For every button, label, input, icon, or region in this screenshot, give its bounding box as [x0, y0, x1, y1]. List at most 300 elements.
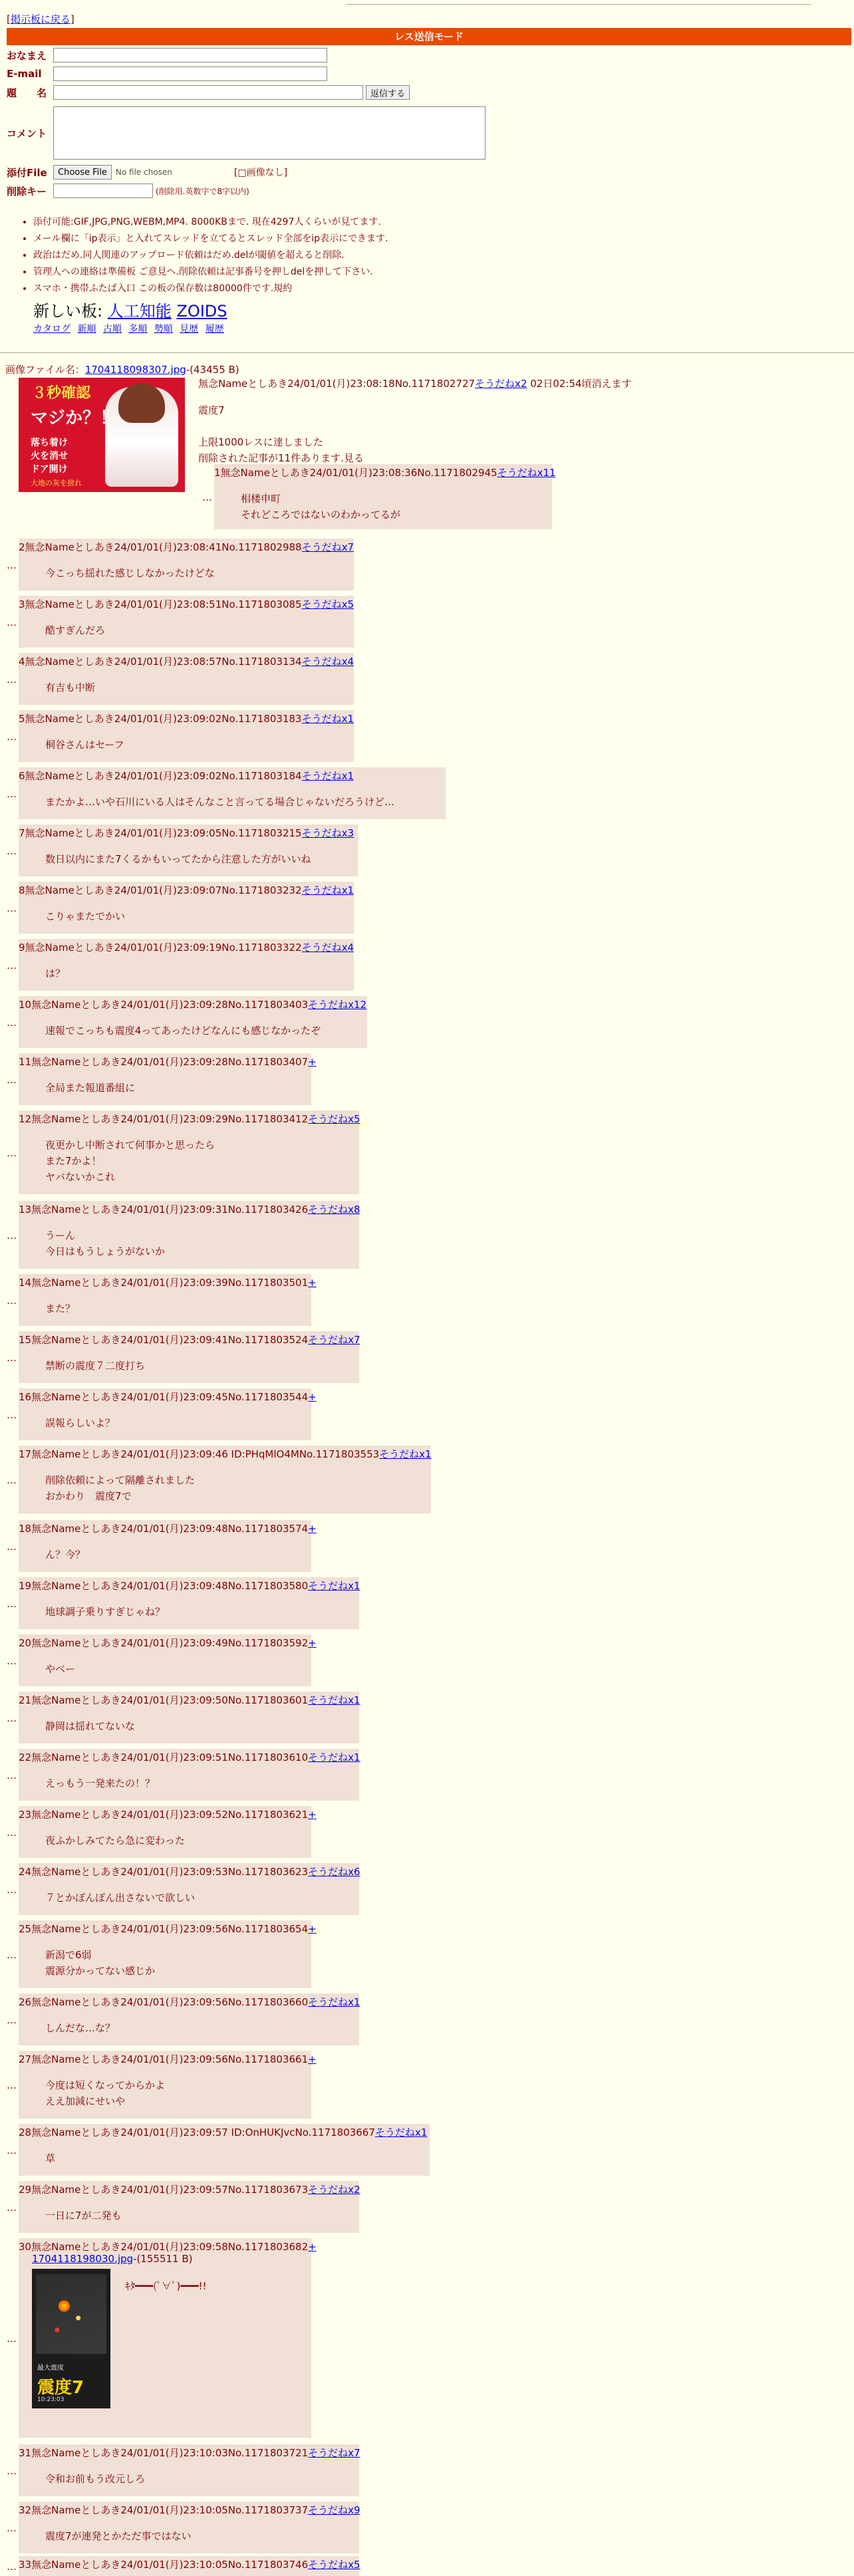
reply-number: 14 [19, 1277, 32, 1289]
reply-indent-dots: … [7, 960, 17, 971]
reply-body [45, 2150, 55, 2166]
thumb-text: 震度7 [37, 2378, 84, 2398]
reply-indent-dots: … [7, 902, 17, 914]
sodane-link[interactable]: + [308, 1277, 317, 1289]
new-board-line [33, 298, 227, 321]
reply-meta: 無念Nameとしあき24/01/01(月)23:10:03No.1171803721 [31, 2447, 309, 2459]
reply-meta: 無念Nameとしあき24/01/01(月)23:09:19No.1171803322 [25, 942, 302, 954]
reply-meta: 無念Nameとしあき24/01/01(月)23:09:48No.1171803580 [31, 1580, 309, 1592]
reply-indent-dots: … [7, 1352, 17, 1364]
reply-body [45, 2077, 165, 2109]
op-image-link[interactable]: 1704118098307.jpg [84, 364, 186, 376]
reply-body [45, 1227, 165, 1259]
reply-number: 31 [19, 2447, 32, 2459]
sodane-link[interactable]: そうだねx1 [374, 2126, 428, 2138]
reply-number: 10 [19, 999, 32, 1011]
submit-reply-button[interactable]: 返信する [366, 85, 410, 100]
reply-number: 22 [19, 1751, 32, 1763]
reply-number: 15 [19, 1334, 32, 1346]
reply-header [19, 1865, 360, 1878]
thread-divider [0, 352, 854, 353]
sodane-link[interactable]: そうだねx1 [308, 1751, 360, 1763]
reply-number: 7 [19, 827, 25, 839]
reply-indent-dots: … [7, 1655, 17, 1667]
reply-body-line: 新潟で6弱 [45, 1949, 92, 1961]
reply-meta: 無念Nameとしあき24/01/01(月)23:09:53No.1171803623 [31, 1866, 309, 1878]
reply-meta: 無念Nameとしあき24/01/01(月)23:09:58No.1171803682 [31, 2241, 309, 2253]
sodane-link[interactable]: そうだねx7 [301, 541, 354, 553]
reply-number: 20 [19, 1637, 32, 1649]
sort-momentum-link[interactable]: 勢順 [154, 324, 173, 334]
reply-meta: 無念Nameとしあき24/01/01(月)23:09:28No.1171803403 [31, 999, 309, 1011]
no-image-checkbox[interactable]: [□画像なし] [233, 168, 288, 178]
reply-body [45, 680, 95, 696]
reply-header [19, 1750, 360, 1764]
sodane-link[interactable]: + [308, 1637, 317, 1649]
reply-number: 30 [19, 2241, 32, 2253]
reply-body [125, 2278, 207, 2294]
thumb-line: ドア開け [31, 464, 68, 475]
reply-indent-dots: … [7, 1769, 17, 1781]
image-size: -(155511 B) [133, 2253, 193, 2265]
reply-body-line: 有吉も中断 [45, 682, 96, 694]
reply-header [19, 1922, 317, 1936]
reply-body-line: 令和お前もう改元しろ [45, 2473, 146, 2485]
reply-body-line: 今日はもうしょうがないか [45, 1245, 166, 1257]
reply-meta: 無念Nameとしあき24/01/01(月)23:09:57 ID:OnHUKJvcNo.1171803667 [31, 2126, 375, 2138]
reply-body [241, 491, 400, 523]
reply-header [19, 1995, 360, 2009]
thumb-text: 大地の灰を捨れ [31, 479, 82, 487]
reply-cell [19, 2181, 359, 2233]
reply-header [19, 1636, 317, 1650]
sodane-link[interactable]: + [308, 1809, 317, 1821]
catalog-link[interactable]: カタログ [33, 324, 71, 334]
rule-item: • 管理人への連絡は準備板 ご意見へ.削除依頼は記事番号を押しdelを押して下さい. [33, 264, 388, 281]
reply-header [19, 826, 354, 840]
sodane-link[interactable]: そうだねx1 [301, 884, 354, 896]
reply-meta: 無念Nameとしあき24/01/01(月)23:10:05No.1171803746 [31, 2559, 309, 2571]
sodane-link[interactable]: そうだねx1 [301, 713, 354, 725]
subject-input[interactable] [53, 85, 363, 100]
sodane-link[interactable]: そうだねx7 [308, 2447, 360, 2459]
reply-indent-dots: … [7, 1074, 17, 1086]
reply-header [19, 1521, 317, 1535]
new-board-ai-link[interactable]: 人工知能 [107, 302, 172, 321]
reply-cell [19, 1863, 359, 1915]
thumb-text: ３秒確認 [32, 385, 91, 402]
reply-body-line: またかよ…いや石川にいる人はそんなこと言ってる場合じゃないだろうけど… [45, 796, 395, 808]
reply-number: 24 [19, 1866, 32, 1878]
reply-header [19, 2503, 360, 2517]
reply-meta: 無念Nameとしあき24/01/01(月)23:09:48No.1171803574 [31, 1523, 309, 1535]
sodane-link[interactable]: + [308, 1923, 317, 1935]
thumb-text [31, 436, 68, 476]
reply-indent-dots: … [202, 491, 212, 503]
reply-image-thumbnail[interactable] [32, 2269, 110, 2408]
reply-cell [19, 1110, 359, 1194]
reply-number: 16 [19, 1391, 32, 1403]
reply-indent-dots: … [7, 2522, 17, 2534]
reply-number: 9 [19, 942, 25, 954]
delete-key-label: 削除キー [7, 185, 47, 197]
reply-meta: 無念Nameとしあき24/01/01(月)23:09:46 ID:PHqMlO4MNo.1171803553 [31, 1448, 380, 1460]
view-history-link[interactable]: 見歴 [180, 324, 199, 334]
delete-key-note: (削除用.英数字で8字以内) [156, 186, 249, 196]
op-image-thumbnail[interactable] [19, 378, 185, 492]
reply-body [45, 2020, 115, 2036]
rule-item: • スマホ・携帯ふたば入口 この板の保存数は80000件です.規約 [33, 281, 388, 297]
rules-list [33, 214, 388, 297]
reply-body-line: ええ加減にせいや [45, 2095, 126, 2107]
reply-header [19, 654, 354, 668]
reply-body-line: 桐谷さんはセーフ [45, 739, 124, 751]
reply-cell [19, 882, 354, 934]
reply-mode-bar: レス送信モード [7, 28, 851, 45]
op-body-line: 上限1000レスに達しました [198, 436, 323, 448]
sort-many-link[interactable]: 多順 [128, 324, 148, 334]
sodane-link[interactable]: + [308, 1391, 317, 1403]
reply-indent-dots: … [7, 616, 17, 628]
reply-header [19, 1112, 360, 1126]
sodane-link[interactable]: そうだねx1 [379, 1448, 432, 1460]
reply-number: 19 [19, 1580, 32, 1592]
reply-cell [19, 996, 367, 1048]
reply-indent-dots: … [7, 1474, 17, 1486]
reply-cell [19, 2124, 430, 2176]
reply-body [45, 1947, 155, 1979]
reply-body-line: 地球調子乗りすぎじゃね？ [45, 1606, 166, 1618]
sodane-link[interactable]: そうだねx1 [308, 1694, 360, 1706]
email-label: E-mail [7, 68, 42, 80]
reply-meta: 無念Nameとしあき24/01/01(月)23:09:07No.1171803232 [25, 884, 302, 896]
subject-row [7, 85, 410, 100]
reply-header [19, 997, 366, 1011]
reply-body-line: また7かよ！ [45, 1155, 102, 1167]
email-input[interactable] [53, 66, 327, 81]
reply-cell [19, 1806, 317, 1858]
reply-body-line: おかわり 震度7で [45, 1490, 132, 1502]
sodane-link[interactable]: そうだねx11 [497, 467, 556, 479]
email-row [7, 66, 327, 81]
sodane-link[interactable]: そうだねx2 [475, 378, 527, 390]
reply-meta: 無念Nameとしあき24/01/01(月)23:09:28No.1171803407 [31, 1056, 309, 1068]
reply-header [19, 769, 354, 783]
back-link-wrapper [7, 12, 74, 26]
reply-cell [19, 2238, 317, 2438]
reply-indent-dots: … [7, 1884, 17, 1896]
reply-cell [19, 1692, 359, 1743]
reply-body-line: 草 [45, 2152, 56, 2164]
reply-number: 17 [19, 1448, 32, 1460]
file-status: No file chosen [115, 168, 172, 177]
reply-indent-dots: … [7, 1017, 17, 1029]
sodane-link[interactable]: そうだねx4 [301, 656, 354, 668]
reply-cell [19, 1520, 317, 1572]
reply-meta: 無念Nameとしあき24/01/01(月)23:09:02No.1171803184 [25, 770, 302, 782]
sodane-link[interactable]: そうだねx2 [308, 2184, 360, 2196]
reply-number: 12 [19, 1113, 32, 1125]
reply-number: 25 [19, 1923, 32, 1935]
reply-cell [19, 1331, 359, 1383]
reply-body-line: 速報でこっちも震度4ってあったけどなんにも感じなかったぞ [45, 1025, 321, 1037]
reply-cell [19, 1577, 359, 1629]
comment-label: コメント [7, 127, 47, 140]
new-board-zoids-link[interactable]: ZOIDS [176, 302, 227, 321]
reply-meta: 無念Nameとしあき24/01/01(月)23:08:57No.1171803134 [25, 656, 302, 668]
reply-meta: 無念Nameとしあき24/01/01(月)23:09:05No.1171803215 [25, 827, 302, 839]
reply-body [45, 2208, 122, 2224]
reply-number: 28 [19, 2126, 32, 2138]
sodane-link[interactable]: そうだねx4 [301, 942, 354, 954]
rule-item: • 政治はだめ.同人関連のアップロード依頼はだめ.delが閾値を超えると削除. [33, 247, 388, 264]
sodane-link[interactable]: そうだねx5 [308, 1113, 360, 1125]
bracket: ] [70, 13, 74, 25]
reply-indent-dots: … [7, 2465, 17, 2477]
sodane-link[interactable]: そうだねx6 [308, 1866, 360, 1878]
reply-number: 18 [19, 1523, 32, 1535]
sodane-link[interactable]: そうだねx9 [308, 2504, 360, 2516]
sodane-link[interactable]: そうだねx1 [301, 770, 354, 782]
sodane-link[interactable]: そうだねx5 [301, 598, 354, 610]
comment-textarea[interactable] [53, 106, 486, 160]
reply-meta: 無念Nameとしあき24/01/01(月)23:09:31No.1171803426 [31, 1204, 309, 1216]
reply-cell [19, 710, 354, 762]
reply-number: 11 [19, 1056, 32, 1068]
reply-number: 5 [19, 713, 25, 725]
reply-indent-dots: … [7, 2333, 17, 2345]
reply-number: 2 [19, 541, 25, 553]
reply-body-line: うーん [45, 1229, 76, 1241]
sodane-link[interactable]: + [308, 1056, 317, 1068]
reply-body [45, 966, 65, 981]
sodane-link[interactable]: そうだねx1 [308, 1580, 360, 1592]
thumb-text: マジか？！ [31, 408, 118, 428]
reply-indent-dots: … [7, 2144, 17, 2156]
reply-meta: 無念Nameとしあき24/01/01(月)23:09:45No.1171803544 [31, 1391, 309, 1403]
reply-cell [19, 1634, 317, 1686]
reply-body-line: 震度7が連発とかただ事ではない [45, 2530, 192, 2542]
reply-body [45, 737, 124, 753]
catalog-links [33, 322, 228, 335]
sodane-link[interactable]: + [308, 2053, 317, 2065]
reply-body-line: ヤバないかこれ [45, 1171, 116, 1183]
reply-body-line: 酷すぎんだろ [45, 624, 106, 636]
reply-meta: 無念Nameとしあき24/01/01(月)23:09:49No.1171803592 [31, 1637, 309, 1649]
rule-item: • メール欄に「ip表示」と入れてスレッドを立てるとスレッド全部をip表示にできます. [33, 231, 388, 247]
name-input[interactable] [53, 48, 327, 63]
reply-indent-dots: … [7, 2079, 17, 2091]
reply-cell [19, 2556, 359, 2576]
reply-header [19, 2125, 427, 2139]
reply-body-line: しんだな…な？ [45, 2022, 116, 2034]
reply-body [45, 1415, 115, 1431]
reply-body [45, 622, 105, 638]
sodane-link[interactable]: そうだねx7 [308, 1334, 360, 1346]
reply-header [19, 597, 354, 611]
reply-indent-dots: … [7, 1598, 17, 1610]
reply-body [45, 1604, 165, 1620]
reply-header [19, 2557, 360, 2571]
reply-indent-dots: … [7, 559, 17, 571]
reply-header [19, 1275, 317, 1289]
reply-body-line: それどころではないのわかってるが [241, 509, 400, 521]
image-size: -(43455 B) [186, 364, 239, 376]
choose-file-button[interactable]: Choose File [53, 165, 112, 180]
image-label: 画像ファイル名： [5, 364, 85, 376]
reply-body [45, 2528, 192, 2544]
op-header [198, 376, 632, 390]
sodane-link[interactable]: そうだねx12 [308, 999, 367, 1011]
op-body-blank [198, 418, 364, 434]
reply-indent-dots: … [7, 674, 17, 686]
reply-number: 8 [19, 884, 25, 896]
reply-body [45, 1358, 145, 1374]
reply-header [19, 1390, 317, 1404]
delete-key-input[interactable] [53, 184, 153, 198]
reply-header [19, 1579, 360, 1593]
reply-body-line: ｷﾀ━━━(ﾟ∀ﾟ)━━━!! [125, 2280, 207, 2292]
sodane-link[interactable]: + [308, 1523, 317, 1535]
reply-header [19, 2052, 317, 2066]
reply-body-line: 相楼申町 [241, 493, 281, 505]
reply-cell [19, 1920, 317, 1988]
reply-cell [19, 2444, 359, 2496]
reply-body [45, 794, 394, 810]
reply-body [45, 908, 125, 924]
top-divider [346, 4, 811, 5]
reply-indent-dots: … [7, 1147, 17, 1159]
reply-body-line: 静岡は揺れてないな [45, 1720, 136, 1732]
reply-body [45, 1023, 321, 1039]
reply-cell [19, 2051, 317, 2119]
thumb-line: 落ち着け [31, 438, 68, 448]
reply-header [19, 2446, 360, 2460]
reply-body-line: 一日に7が二発も [45, 2210, 122, 2222]
reply-indent-dots: … [7, 2014, 17, 2026]
sodane-link[interactable]: + [308, 2241, 317, 2253]
reply-header [214, 465, 556, 479]
history-link[interactable]: 履歴 [205, 324, 224, 334]
reply-meta: 無念Nameとしあき24/01/01(月)23:09:50No.1171803601 [31, 1694, 309, 1706]
reply-indent-dots: … [7, 788, 17, 800]
reply-body [45, 1472, 195, 1504]
reply-cell [19, 939, 354, 991]
reply-meta: 無念Nameとしあき24/01/01(月)23:08:51No.1171803085 [25, 598, 302, 610]
reply-cell [19, 1201, 359, 1269]
reply-body-line: ７とかぽんぽん出さないで欲しい [45, 1892, 196, 1904]
thumb-text: 最大震度 [37, 2365, 64, 2372]
reply-indent-dots: … [7, 1541, 17, 1553]
reply-body-line: やベー [45, 1663, 76, 1675]
sodane-link[interactable]: そうだねx3 [301, 827, 354, 839]
op-expire: 02日02:54頃消えます [530, 378, 632, 390]
reply-indent-dots: … [7, 1295, 17, 1307]
reply-body [45, 1301, 75, 1317]
reply-body-line: 禁断の震度７二度打ち [45, 1360, 146, 1372]
reply-image-link[interactable]: 1704118198030.jpg [32, 2253, 134, 2265]
reply-cell [19, 1749, 359, 1801]
reply-body [45, 1718, 135, 1734]
reply-header [19, 883, 354, 897]
sort-new-link[interactable]: 新順 [77, 324, 96, 334]
reply-meta: 無念Nameとしあき24/01/01(月)23:08:41No.1171802988 [25, 541, 302, 553]
reply-meta: 無念Nameとしあき24/01/01(月)23:09:51No.1171803610 [31, 1751, 309, 1763]
back-to-board-link[interactable]: 掲示板に戻る [10, 13, 71, 25]
reply-number: 3 [19, 598, 25, 610]
reply-header [19, 2240, 317, 2254]
reply-header [19, 540, 354, 554]
reply-header [19, 1055, 317, 1069]
reply-body-line: は？ [45, 967, 66, 979]
reply-body-line: えっもう一発来たの！？ [45, 1777, 156, 1789]
sodane-link[interactable]: そうだねx5 [308, 2559, 360, 2571]
reply-number: 26 [19, 1996, 32, 2008]
reply-header [19, 1693, 360, 1707]
reply-body [45, 1890, 195, 1906]
reply-meta: 無念Nameとしあき24/01/01(月)23:10:05No.1171803737 [31, 2504, 309, 2516]
reply-indent-dots: … [7, 1949, 17, 1961]
reply-body [45, 1547, 85, 1563]
reply-body-line: 削除依頼によって隔離されました [45, 1474, 196, 1486]
reply-body [45, 2471, 145, 2487]
op-body [198, 402, 364, 466]
reply-body-line: 夜更かし中断されて何事かと思ったら [45, 1139, 215, 1151]
op-meta: 無念Nameとしあき24/01/01(月)23:08:18No.1171802727 [198, 378, 476, 390]
sort-old-link[interactable]: 古順 [102, 324, 122, 334]
sodane-link[interactable]: そうだねx1 [308, 1996, 360, 2008]
reply-body [45, 851, 311, 867]
reply-meta: 無念Nameとしあき24/01/01(月)23:09:56No.1171803654 [31, 1923, 309, 1935]
reply-indent-dots: … [7, 845, 17, 857]
reply-header [19, 940, 354, 954]
reply-body-line: また？ [45, 1303, 76, 1315]
quake-map [36, 2274, 106, 2354]
new-board-prefix: 新しい板: [33, 302, 103, 321]
reply-indent-dots: … [7, 2561, 17, 2573]
bracket: [ [7, 13, 11, 25]
sodane-link[interactable]: そうだねx8 [308, 1204, 360, 1216]
reply-body-line: 今度は短くなってからかよ [45, 2079, 166, 2091]
reply-body-line: 夜ふかしみてたら急に変わった [45, 1835, 185, 1847]
reply-number: 21 [19, 1694, 32, 1706]
reply-meta: 無念Nameとしあき24/01/01(月)23:09:41No.1171803524 [31, 1334, 309, 1346]
name-label: おなまえ [7, 49, 47, 62]
reply-indent-dots: … [7, 1409, 17, 1421]
reply-header [19, 711, 354, 725]
reply-header [19, 1807, 317, 1821]
reply-cell [19, 1388, 317, 1440]
reply-cell [19, 653, 354, 705]
name-row [7, 48, 327, 63]
reply-body [45, 1775, 155, 1791]
reply-number: 33 [19, 2559, 32, 2571]
reply-cell [19, 539, 354, 590]
reply-cell [19, 1446, 431, 1513]
reply-header [19, 1447, 432, 1461]
file-row [7, 165, 287, 180]
reply-cell [19, 1994, 359, 2045]
reply-meta: 無念Nameとしあき24/01/01(月)23:09:02No.1171803183 [25, 713, 302, 725]
reply-body-line: こりゃまたでかい [45, 910, 126, 922]
reply-cell [19, 1274, 317, 1326]
reply-meta: 無念Nameとしあき24/01/01(月)23:09:57No.1171803673 [31, 2184, 309, 2196]
reply-meta: 無念Nameとしあき24/01/01(月)23:09:56No.1171803660 [31, 1996, 309, 2008]
thumb-text: 10:23:03 [37, 2396, 65, 2403]
op-body-line: 削除された記事が11件あります.見る [198, 452, 364, 464]
reply-meta: 無念Nameとしあき24/01/01(月)23:09:29No.1171803412 [31, 1113, 309, 1125]
op-image-filename-line [5, 362, 239, 376]
